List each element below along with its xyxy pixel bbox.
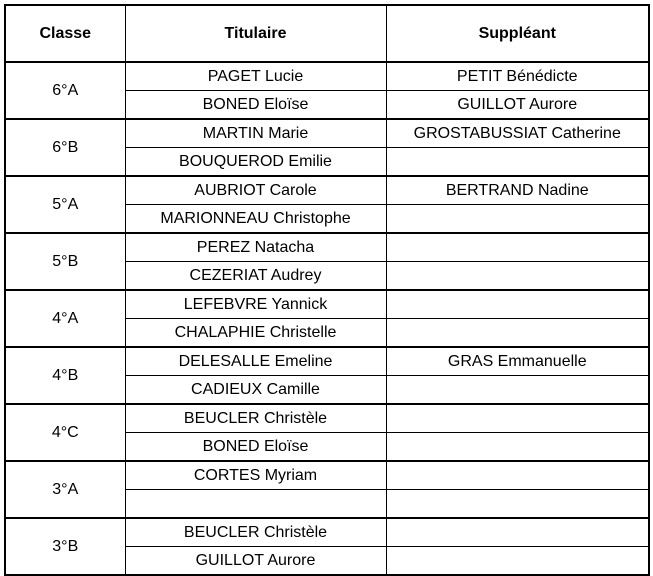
suppleant-cell: GRAS Emmanuelle bbox=[386, 347, 649, 376]
suppleant-cell: GUILLOT Aurore bbox=[386, 91, 649, 120]
suppleant-cell: PETIT Bénédicte bbox=[386, 62, 649, 91]
titulaire-cell: MARTIN Marie bbox=[125, 119, 386, 148]
header-titulaire: Titulaire bbox=[125, 5, 386, 62]
titulaire-cell: LEFEBVRE Yannick bbox=[125, 290, 386, 319]
titulaire-cell: BOUQUEROD Emilie bbox=[125, 148, 386, 177]
table-row bbox=[5, 461, 649, 490]
titulaire-cell: AUBRIOT Carole bbox=[125, 176, 386, 205]
suppleant-cell: GROSTABUSSIAT Catherine bbox=[386, 119, 649, 148]
titulaire-cell: DELESALLE Emeline bbox=[125, 347, 386, 376]
suppleant-cell bbox=[386, 205, 649, 234]
table-body bbox=[5, 62, 649, 575]
suppleant-cell bbox=[386, 433, 649, 462]
suppleant-cell bbox=[386, 319, 649, 348]
classe-cell: 6°A bbox=[5, 62, 125, 119]
titulaire-cell: BEUCLER Christèle bbox=[125, 404, 386, 433]
suppleant-cell bbox=[386, 547, 649, 576]
suppleant-cell: BERTRAND Nadine bbox=[386, 176, 649, 205]
classe-cell: 5°B bbox=[5, 233, 125, 290]
table-row bbox=[5, 233, 649, 262]
suppleant-cell bbox=[386, 461, 649, 490]
suppleant-cell bbox=[386, 233, 649, 262]
roster-table bbox=[4, 4, 650, 576]
classe-cell: 6°B bbox=[5, 119, 125, 176]
header-classe: Classe bbox=[5, 5, 125, 62]
classe-cell: 4°C bbox=[5, 404, 125, 461]
titulaire-cell: CORTES Myriam bbox=[125, 461, 386, 490]
classe-cell: 4°A bbox=[5, 290, 125, 347]
table-row bbox=[5, 62, 649, 91]
suppleant-cell bbox=[386, 518, 649, 547]
table-row bbox=[5, 176, 649, 205]
classe-cell: 3°B bbox=[5, 518, 125, 575]
header-row bbox=[5, 5, 649, 62]
suppleant-cell bbox=[386, 148, 649, 177]
suppleant-cell bbox=[386, 404, 649, 433]
table-header bbox=[5, 5, 649, 62]
table-row bbox=[5, 290, 649, 319]
titulaire-cell bbox=[125, 490, 386, 519]
suppleant-cell bbox=[386, 290, 649, 319]
titulaire-cell: BONED Eloïse bbox=[125, 91, 386, 120]
suppleant-cell bbox=[386, 490, 649, 519]
table-row bbox=[5, 347, 649, 376]
titulaire-cell: BONED Eloïse bbox=[125, 433, 386, 462]
table-row bbox=[5, 404, 649, 433]
titulaire-cell: BEUCLER Christèle bbox=[125, 518, 386, 547]
suppleant-cell bbox=[386, 376, 649, 405]
classe-cell: 3°A bbox=[5, 461, 125, 518]
classe-cell: 4°B bbox=[5, 347, 125, 404]
titulaire-cell: CHALAPHIE Christelle bbox=[125, 319, 386, 348]
table-row bbox=[5, 119, 649, 148]
titulaire-cell: PAGET Lucie bbox=[125, 62, 386, 91]
titulaire-cell: MARIONNEAU Christophe bbox=[125, 205, 386, 234]
titulaire-cell: PEREZ Natacha bbox=[125, 233, 386, 262]
classe-cell: 5°A bbox=[5, 176, 125, 233]
table-row bbox=[5, 518, 649, 547]
titulaire-cell: CEZERIAT Audrey bbox=[125, 262, 386, 291]
header-suppleant: Suppléant bbox=[386, 5, 649, 62]
titulaire-cell: CADIEUX Camille bbox=[125, 376, 386, 405]
titulaire-cell: GUILLOT Aurore bbox=[125, 547, 386, 576]
suppleant-cell bbox=[386, 262, 649, 291]
